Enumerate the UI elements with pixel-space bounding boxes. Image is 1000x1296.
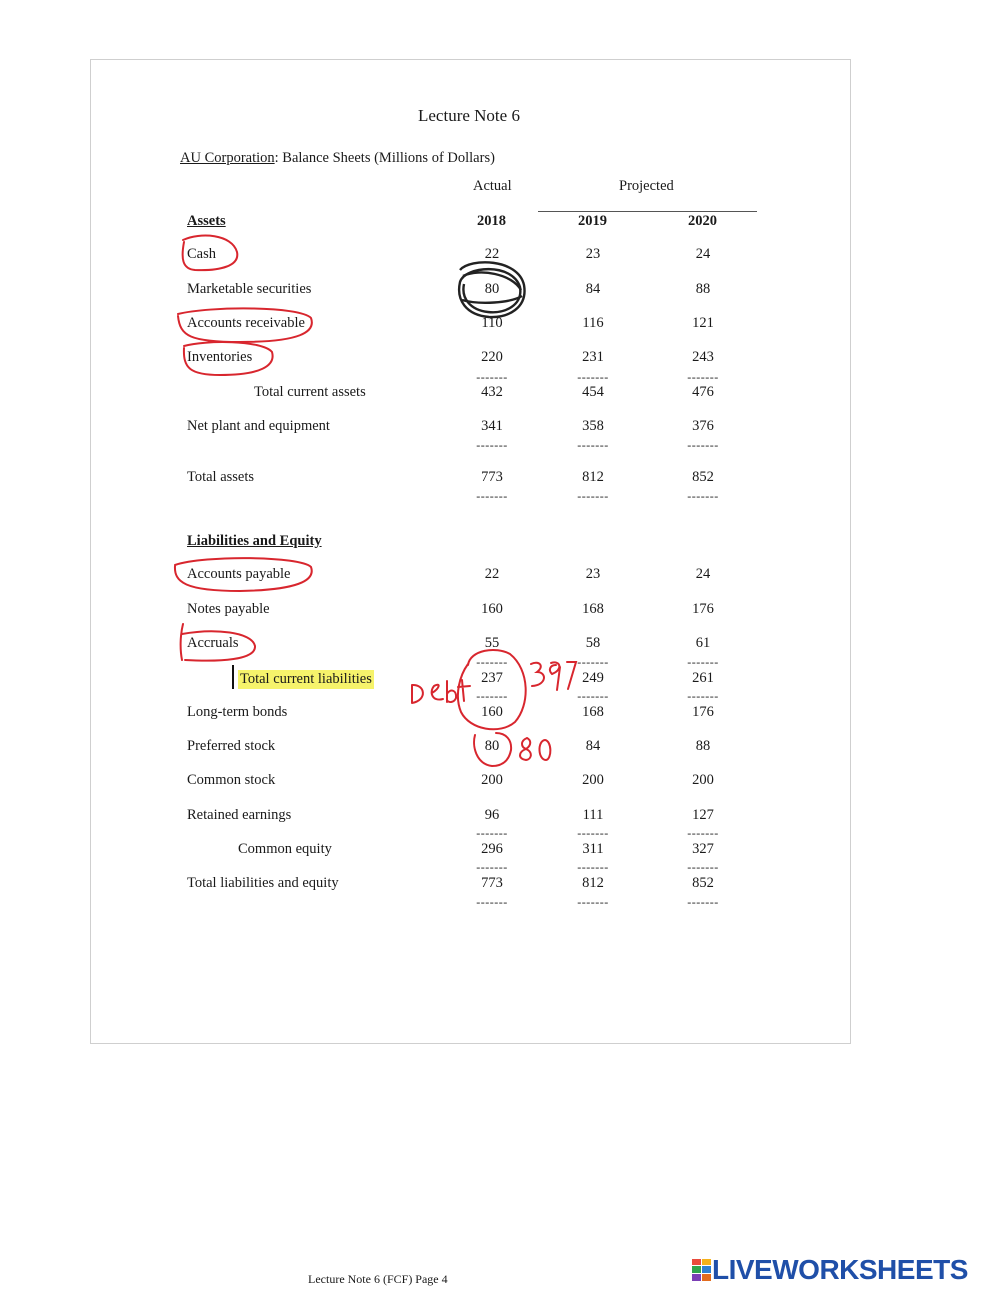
total-separator: -------: [687, 370, 719, 384]
row-label-total-current-liabilities: Total current liabilities: [240, 671, 372, 687]
total-separator: -------: [687, 438, 719, 452]
row-label-common-equity: Common equity: [238, 841, 332, 857]
row-label-marketable-securities: Marketable securities: [187, 281, 312, 297]
row-value-total-liabilities-and-equity-2020: 852: [692, 875, 714, 891]
row-value-total-current-liabilities-2020: 261: [692, 670, 714, 686]
row-value-accounts-payable-2019: 23: [585, 566, 601, 582]
row-value-preferred-stock-2019: 84: [585, 738, 601, 754]
row-label-accruals: Accruals: [187, 635, 239, 651]
row-value-common-stock-2020: 200: [692, 772, 714, 788]
row-value-total-assets-2019: 812: [582, 469, 604, 485]
row-value-marketable-securities-2020: 88: [695, 281, 711, 297]
row-label-total-assets: Total assets: [187, 469, 255, 485]
row-value-common-equity-2020: 327: [692, 841, 714, 857]
row-label-preferred-stock: Preferred stock: [187, 738, 276, 754]
row-label-inventories: Inventories: [187, 349, 253, 365]
row-value-marketable-securities-2018: 80: [484, 281, 500, 297]
year-header-2020: 2020: [688, 213, 717, 229]
row-value-net-plant-and-equipment-2018: 341: [481, 418, 503, 434]
row-label-accounts-payable: Accounts payable: [187, 566, 291, 582]
row-value-cash-2019: 23: [585, 246, 601, 262]
row-value-total-current-assets-2018: 432: [481, 384, 503, 400]
year-header-2019: 2019: [578, 213, 607, 229]
row-value-accounts-receivable-2019: 116: [582, 315, 604, 331]
row-value-notes-payable-2020: 176: [692, 601, 714, 617]
assets-heading: Assets: [187, 213, 226, 229]
total-separator: -------: [687, 895, 719, 909]
row-value-long-term-bonds-2019: 168: [582, 704, 604, 720]
row-value-total-current-assets-2020: 476: [692, 384, 714, 400]
total-separator: -------: [577, 489, 609, 503]
total-separator: -------: [577, 860, 609, 874]
row-value-long-term-bonds-2018: 160: [481, 704, 503, 720]
total-separator: -------: [476, 895, 508, 909]
row-value-retained-earnings-2019: 111: [582, 807, 604, 823]
page-footer: Lecture Note 6 (FCF) Page 4: [308, 1272, 448, 1286]
subtitle-rest: : Balance Sheets (Millions of Dollars): [274, 150, 495, 166]
row-label-common-stock: Common stock: [187, 772, 276, 788]
row-value-net-plant-and-equipment-2019: 358: [582, 418, 604, 434]
row-label-net-plant-and-equipment: Net plant and equipment: [187, 418, 330, 434]
total-separator: -------: [476, 438, 508, 452]
row-value-inventories-2018: 220: [481, 349, 503, 365]
row-value-common-equity-2019: 311: [582, 841, 604, 857]
row-label-notes-payable: Notes payable: [187, 601, 270, 617]
row-value-total-current-assets-2019: 454: [582, 384, 604, 400]
row-label-total-current-assets: Total current assets: [254, 384, 366, 400]
total-separator: -------: [476, 655, 508, 669]
row-value-total-current-liabilities-2018: 237: [481, 670, 503, 686]
total-separator: -------: [577, 370, 609, 384]
row-label-long-term-bonds: Long-term bonds: [187, 704, 288, 720]
document-title: Lecture Note 6: [418, 106, 520, 125]
total-separator: -------: [476, 370, 508, 384]
row-value-retained-earnings-2020: 127: [692, 807, 714, 823]
liveworksheets-logo: [692, 1254, 968, 1286]
row-value-preferred-stock-2020: 88: [695, 738, 711, 754]
total-separator: -------: [476, 489, 508, 503]
total-separator: -------: [577, 655, 609, 669]
row-label-retained-earnings: Retained earnings: [187, 807, 292, 823]
row-value-marketable-securities-2019: 84: [585, 281, 601, 297]
row-value-cash-2018: 22: [484, 246, 500, 262]
row-value-long-term-bonds-2020: 176: [692, 704, 714, 720]
row-value-accruals-2018: 55: [484, 635, 500, 651]
row-value-accounts-payable-2020: 24: [695, 566, 711, 582]
year-header-2018: 2018: [477, 213, 506, 229]
projected-header: Projected: [619, 178, 674, 194]
row-label-accounts-receivable: Accounts receivable: [187, 315, 305, 331]
row-label-cash: Cash: [187, 246, 216, 262]
row-value-notes-payable-2019: 168: [582, 601, 604, 617]
row-value-accounts-receivable-2018: 110: [481, 315, 503, 331]
row-value-common-stock-2019: 200: [582, 772, 604, 788]
row-label-total-liabilities-and-equity: Total liabilities and equity: [187, 875, 339, 891]
actual-header: Actual: [473, 178, 512, 194]
total-separator: -------: [687, 655, 719, 669]
projected-rule: [538, 211, 757, 212]
row-value-accruals-2020: 61: [695, 635, 711, 651]
row-value-preferred-stock-2018: 80: [484, 738, 500, 754]
liveworksheets-logo-icon: [692, 1259, 712, 1281]
total-separator: -------: [577, 438, 609, 452]
total-separator: -------: [577, 895, 609, 909]
row-value-total-assets-2018: 773: [481, 469, 503, 485]
row-value-total-liabilities-and-equity-2018: 773: [481, 875, 503, 891]
row-value-inventories-2019: 231: [582, 349, 604, 365]
document-subtitle: [180, 150, 495, 167]
row-value-accounts-receivable-2020: 121: [692, 315, 714, 331]
row-value-total-current-liabilities-2019: 249: [582, 670, 604, 686]
row-value-retained-earnings-2018: 96: [484, 807, 500, 823]
row-value-notes-payable-2018: 160: [481, 601, 503, 617]
row-value-accruals-2019: 58: [585, 635, 601, 651]
total-separator: -------: [476, 860, 508, 874]
total-separator: -------: [577, 689, 609, 703]
row-value-net-plant-and-equipment-2020: 376: [692, 418, 714, 434]
row-value-common-stock-2018: 200: [481, 772, 503, 788]
liveworksheets-wordmark: LIVEWORKSHEETS: [712, 1254, 968, 1285]
row-value-cash-2020: 24: [695, 246, 711, 262]
row-value-accounts-payable-2018: 22: [484, 566, 500, 582]
total-separator: -------: [687, 489, 719, 503]
row-value-inventories-2020: 243: [692, 349, 714, 365]
total-separator: -------: [476, 689, 508, 703]
row-value-total-assets-2020: 852: [692, 469, 714, 485]
total-separator: -------: [687, 689, 719, 703]
liabilities-heading: Liabilities and Equity: [187, 533, 322, 549]
row-value-total-liabilities-and-equity-2019: 812: [582, 875, 604, 891]
total-separator: -------: [687, 826, 719, 840]
total-separator: -------: [577, 826, 609, 840]
total-separator: -------: [687, 860, 719, 874]
company-name: AU Corporation: [180, 150, 275, 166]
total-separator: -------: [476, 826, 508, 840]
row-value-common-equity-2018: 296: [481, 841, 503, 857]
